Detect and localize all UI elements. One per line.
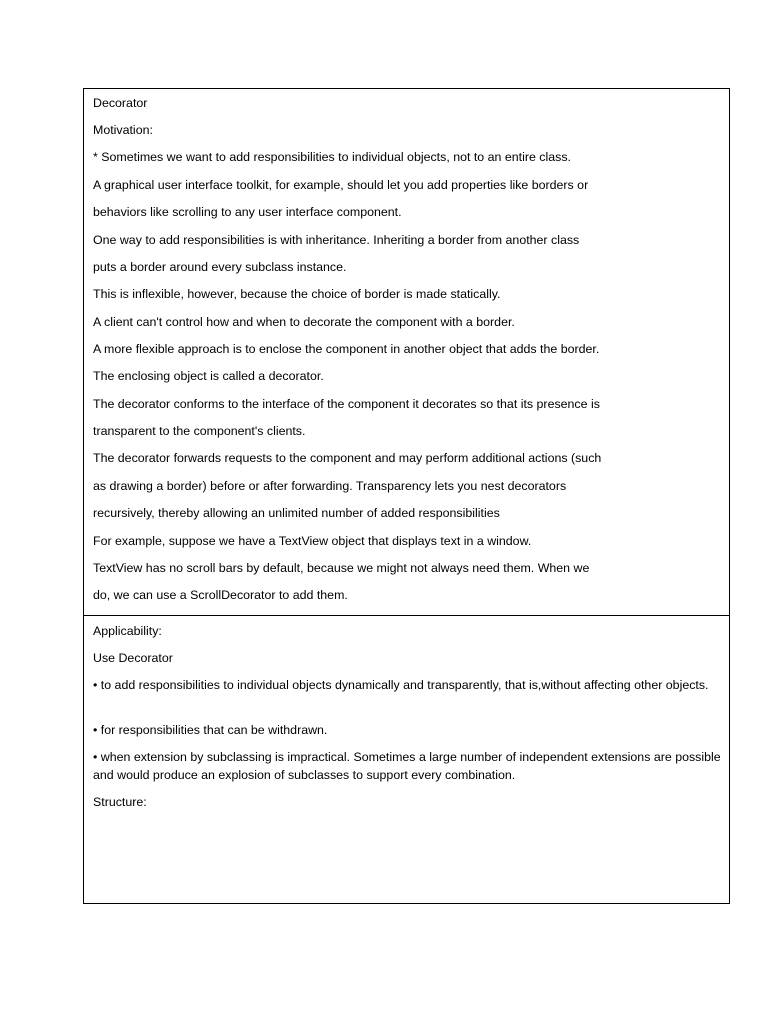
applicability-bullet: • when extension by subclassing is impractical. Sometimes a large number of independent extensions are possible and would produce an explosion of subclasses to support every combination. bbox=[93, 750, 721, 782]
motivation-line: recursively, thereby allowing an unlimited number of added responsibilities bbox=[93, 506, 500, 520]
motivation-line: do, we can use a ScrollDecorator to add them. bbox=[93, 588, 348, 602]
pattern-title: Decorator bbox=[93, 96, 148, 110]
applicability-bullet: • for responsibilities that can be withdrawn. bbox=[93, 723, 328, 737]
motivation-line: The decorator conforms to the interface of the component it decorates so that its presence is bbox=[93, 397, 600, 411]
motivation-line: A graphical user interface toolkit, for example, should let you add properties like borders or bbox=[93, 178, 589, 192]
motivation-line: transparent to the component's clients. bbox=[93, 424, 306, 438]
motivation-line: A client can't control how and when to decorate the component with a border. bbox=[93, 315, 515, 329]
motivation-line: behaviors like scrolling to any user interface component. bbox=[93, 205, 402, 219]
motivation-line: TextView has no scroll bars by default, because we might not always need them. When we bbox=[93, 561, 590, 575]
motivation-line: The decorator forwards requests to the component and may perform additional actions (such bbox=[93, 451, 602, 465]
motivation-line: A more flexible approach is to enclose the component in another object that adds the border. bbox=[93, 342, 600, 356]
applicability-intro: Use Decorator bbox=[93, 651, 173, 665]
motivation-line: puts a border around every subclass instance. bbox=[93, 260, 347, 274]
document-table bbox=[83, 88, 730, 904]
applicability-bullet: • to add responsibilities to individual objects dynamically and transparently, that is,without affecting other objects. bbox=[93, 678, 709, 692]
motivation-cell bbox=[84, 89, 729, 616]
structure-heading: Structure: bbox=[93, 795, 147, 809]
applicability-heading: Applicability: bbox=[93, 624, 162, 638]
motivation-heading: Motivation: bbox=[93, 123, 153, 137]
applicability-cell bbox=[84, 616, 729, 903]
motivation-line: One way to add responsibilities is with inheritance. Inheriting a border from another class bbox=[93, 233, 580, 247]
motivation-line: * Sometimes we want to add responsibilities to individual objects, not to an entire class. bbox=[93, 150, 571, 164]
motivation-line: For example, suppose we have a TextView object that displays text in a window. bbox=[93, 534, 532, 548]
motivation-line: The enclosing object is called a decorator. bbox=[93, 369, 324, 383]
motivation-line: This is inflexible, however, because the choice of border is made statically. bbox=[93, 287, 501, 301]
motivation-line: as drawing a border) before or after forwarding. Transparency lets you nest decorators bbox=[93, 479, 567, 493]
